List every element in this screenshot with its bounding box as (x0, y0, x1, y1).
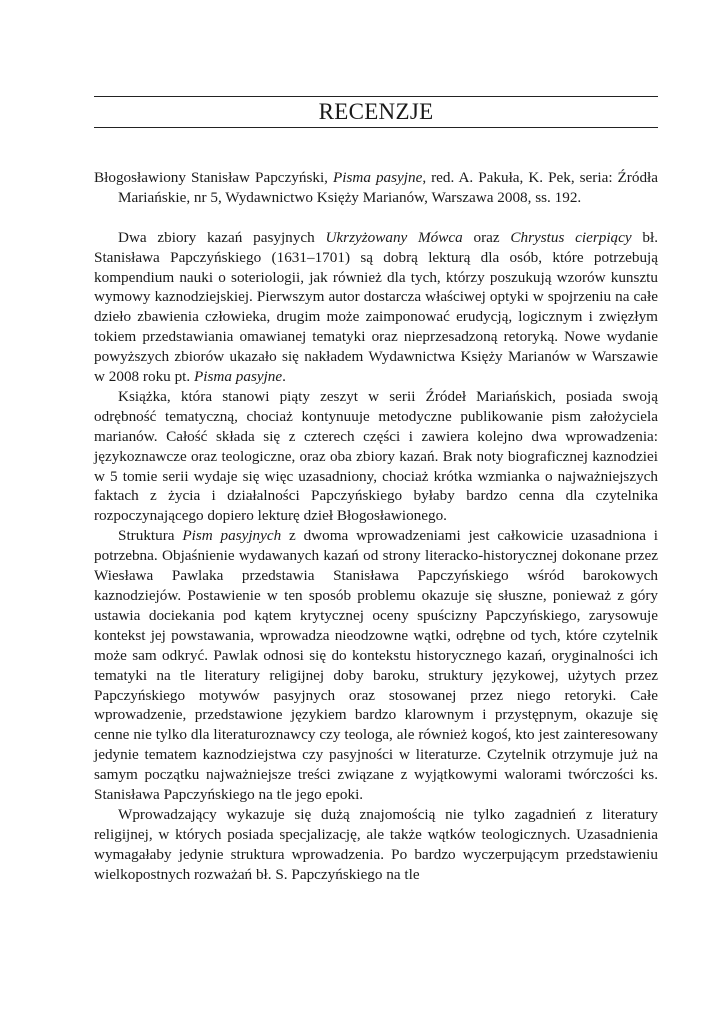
italic-title: Chrystus cierpiący (510, 228, 632, 246)
paragraph-text: oraz (462, 228, 511, 246)
italic-title: Pisma pasyjne (193, 368, 283, 386)
book-title: Pisma pasyjne (332, 169, 423, 186)
paragraph-text: Struktura (118, 527, 183, 545)
book-details: , red. A. Pakuła, K. Pek, seria: Źródła Mariańskie, nr 5, Wydawnictwo Księży Marianów, Warszawa 2008, ss. 192. (118, 169, 659, 206)
bibliographic-entry (94, 168, 658, 208)
section-title: RECENZJE (318, 99, 434, 124)
paragraph-4: Wprowadzający wykazuje się dużą znajomością nie tylko zagadnień z literatury religijnej, w których posiada specjalizację, ale także wątków teologicznych. Uzasadnienia wymagałaby jedynie struktura wprowadzenia. Po bardzo wyczerpującym przedstawieniu wielkopostnych rozważań bł. S. Papczyńskiego na tle (94, 805, 658, 883)
italic-title: Ukrzyżowany Mówca (325, 228, 463, 246)
header-rule-top (94, 96, 658, 97)
paragraph-text: z dwoma wprowadzeniami jest całkowicie uzasadniona i potrzebna. Objaśnienie wydawanych kazań od strony literacko-historycznej dokonane przez Wiesława Pawlaka przedstawia Stanisława Papczyńskiego wśród barokowych kaznodziejów. Postawienie w ten sposób problemu okazuje się słuszne, ponieważ z góry ustawia dociekania pod kątem krytycznej oceny spuścizny Papczyńskiego, zarysowuje kontekst jej powstawania, wprowadza nieodzowne wątki, odrębne od tych, które czytelnik może sam odkryć. Pawlak odnosi się do kontekstu historycznego kazań, oryginalności ich tematyki na tle literatury religijnej doby baroku, struktury językowej, użytych przez Papczyńskiego motywów pasyjnych oraz stosowanej przez niego retoryki. Całe wprowadzenie, przedstawione językiem bardzo klarownym i przystępnym, okazuje się cenne nie tylko dla literaturoznawcy czy teologa, ale również kogoś, kto jest zainteresowany jedynie tematem kaznodziejstwa czy pasyjności w literaturze. Czytelnik otrzymuje już na samym początku najważniejsze treści związane z wyjątkowymi walorami twórczości ks. Stanisława Papczyńskiego na tle jego epoki. (94, 527, 658, 804)
paragraph-text: Dwa zbiory kazań pasyjnych (118, 228, 326, 246)
document-page (94, 0, 658, 1024)
paragraph-text: bł. Stanisława Papczyńskiego (1631–1701) są dobrą lekturą dla osób, które potrzebują kompendium nauki o soteriologii, jak również dla tych, którzy poszukują wzorów kunsztu wymowy kaznodziejskiej. Pierwszym autor dostarcza właściwej optyki w spojrzeniu na całe dzieło zbawienia człowieka, drugim może zaimponować erudycją, logicznym i zwięzłym tokiem przedstawiania omawianej tematyki oraz nieprzesadzoną retoryką. Nowe wydanie powyższych zbiorów ukazało się nakładem Wydawnictwa Księży Marianów w Warszawie w 2008 roku pt. (94, 228, 658, 386)
header-rule-bottom (94, 127, 658, 128)
paragraph-text: . (282, 368, 286, 386)
paragraph-1 (94, 228, 658, 387)
review-body (94, 168, 658, 885)
paragraph-2: Książka, która stanowi piąty zeszyt w serii Źródeł Mariańskich, posiada swoją odrębność tematyczną, chociaż kontynuuje metodyczne publikowanie pism założyciela marianów. Całość składa się z czterech części i zawiera kolejno dwa wprowadzenia: językoznawcze oraz teologiczne, oraz oba zbiory kazań. Brak noty biograficznej kaznodziei w 5 tomie serii wydaje się więc uzasadniony, chociaż krótka wzmianka o najważniejszych faktach z życia i działalności Papczyńskiego byłaby bardzo cenna dla czytelnika rozpoczynającego dopiero lekturę dzieł Błogosławionego. (94, 387, 658, 525)
spacer (94, 208, 658, 228)
book-author: Błogosławiony Stanisław Papczyński, (94, 169, 328, 186)
paragraph-3 (94, 526, 658, 805)
italic-title: Pism pasyjnych (182, 527, 282, 545)
